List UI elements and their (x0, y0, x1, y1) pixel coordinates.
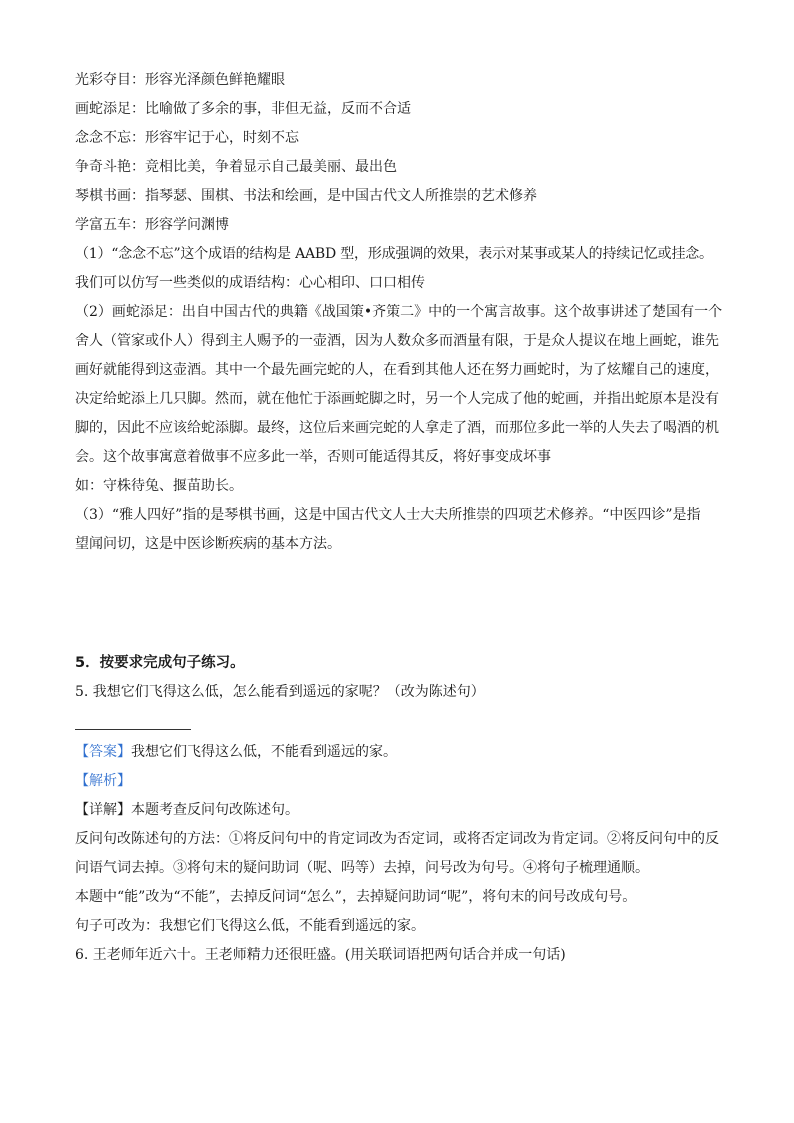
detail-line: 【详解】本题考查反问句改陈述句。 (75, 802, 299, 818)
method-line: 问语气词去掉。③将句末的疑问助词（呢、吗等）去掉，问号改为句号。④将句子梳理通顺。 (75, 860, 649, 876)
idiom-line: 琴棋书画：指琴瑟、围棋、书法和绘画，是中国古代文人所推崇的艺术修养 (75, 188, 537, 204)
idiom-line: 画蛇添足：比喻做了多余的事，非但无益，反而不合适 (75, 101, 411, 117)
note1-line: （1）“念念不忘”这个成语的结构是 AABD 型，形成强调的效果，表示对某事或某人的持续记忆或挂念。 (75, 246, 713, 262)
note3-line: （3）“雅人四好”指的是琴棋书画，这是中国古代文人士大夫所推崇的四项艺术修养。“中医四诊”是指 (75, 507, 701, 523)
note2-line: 画好就能得到这壶酒。其中一个最先画完蛇的人，在看到其他人还在努力画蛇时，为了炫耀自己的速度， (75, 362, 719, 378)
question-6: 6. 王老师年近六十。王老师精力还很旺盛。(用关联词语把两句话合并成一句话) (75, 947, 566, 963)
note3-line: 望闻问切，这是中医诊断疾病的基本方法。 (75, 536, 341, 552)
note2-line: 会。这个故事寓意着做事不应多此一举，否则可能适得其反，将好事变成坏事 (75, 449, 551, 465)
analysis-tag: 【解析】 (75, 773, 131, 789)
answer-tag: 【答案】 (75, 744, 131, 760)
spacer (75, 559, 725, 649)
document-page (75, 66, 725, 970)
idiom-line: 学富五车：形容学问渊博 (75, 217, 229, 233)
analysis-line (75, 767, 725, 796)
result-line: 句子可改为：我想它们飞得这么低，不能看到遥远的家。 (75, 918, 425, 934)
idiom-line: 念念不忘：形容牢记于心，时刻不忘 (75, 130, 299, 146)
answer-line (75, 738, 725, 767)
answer-blank (75, 707, 191, 730)
idiom-line: 争奇斗艳：竞相比美，争着显示自己最美丽、最出色 (75, 159, 397, 175)
section-heading: 5．按要求完成句子练习。 (75, 655, 245, 671)
answer-text: 我想它们飞得这么低，不能看到遥远的家。 (131, 744, 397, 760)
method-line: 反问句改陈述句的方法：①将反问句中的肯定词改为否定词，或将否定词改为肯定词。②将反问句中的反 (75, 831, 719, 847)
question-5: 5. 我想它们飞得这么低，怎么能看到遥远的家呢？（改为陈述句） (75, 684, 485, 700)
note2-line: 舍人（管家或仆人）得到主人赐予的一壶酒，因为人数众多而酒量有限，于是众人提议在地上画蛇，谁先 (75, 333, 719, 349)
note2-example: 如：守株待兔、揠苗助长。 (75, 478, 243, 494)
note1-line: 我们可以仿写一些类似的成语结构：心心相印、口口相传 (75, 275, 425, 291)
note2-line: （2）画蛇添足：出自中国古代的典籍《战国策•齐策二》中的一个寓言故事。这个故事讲述了楚国有一个 (75, 304, 723, 320)
note2-line: 决定给蛇添上几只脚。然而，就在他忙于添画蛇脚之时，另一个人完成了他的蛇画，并指出蛇原本是没有 (75, 391, 719, 407)
explain-line: 本题中“能”改为“不能”，去掉反问词“怎么”，去掉疑问助词“呢”，将句末的问号改成句号。 (75, 889, 637, 905)
note2-line: 脚的，因此不应该给蛇添脚。最终，这位后来画完蛇的人拿走了酒，而那位多此一举的人失去了喝酒的机 (75, 420, 719, 436)
idiom-line: 光彩夺目：形容光泽颜色鲜艳耀眼 (75, 72, 285, 88)
